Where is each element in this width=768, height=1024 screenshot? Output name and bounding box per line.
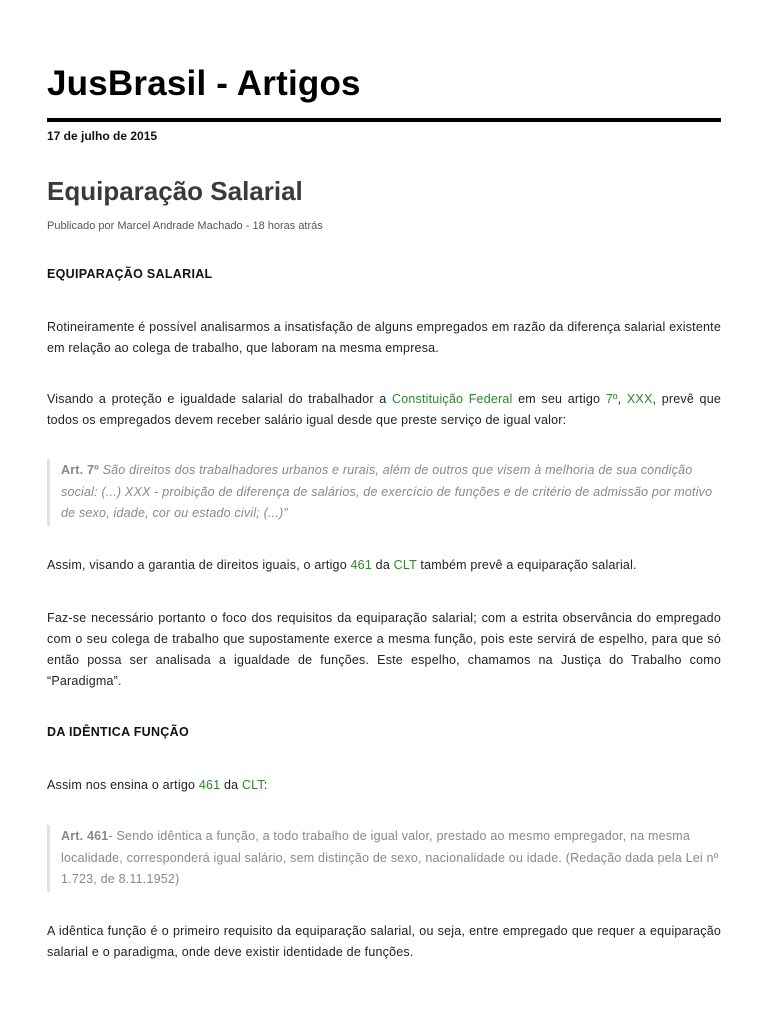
article-title: Equiparação Salarial [47,176,303,206]
paragraph-5-text: : [263,778,268,792]
quote-label: Art. 461 [61,829,109,843]
paragraph-2-text: Visando a proteção e igualdade salarial do trabalhador a [47,392,392,406]
paragraph-2-text: , prevê que todos os empregados devem receber salário igual desde que preste serviço de igual valor: [47,392,722,427]
quote-text: São direitos dos trabalhadores urbanos e rurais, além de outros que visem à melhoria de sua condição social: (...) XXX - proibição de diferença de salários, de exercício de funções e de critério de admissão por motivo de sexo, idade, cor ou estado civil; (...)” [61,463,713,520]
article-byline: Publicado por Marcel Andrade Machado - 18 horas atrás [47,220,323,232]
paragraph-5-text: Assim nos ensina o artigo [47,778,199,792]
link-artigo-461[interactable]: 461 [350,558,372,572]
publish-date: 17 de julho de 2015 [47,129,158,143]
paragraph-3-text: também prevê a equiparação salarial. [416,558,637,572]
paragraph-2 [47,389,721,431]
paragraph-3 [47,555,721,576]
quote-art-7 [47,459,721,526]
paragraph-5-text: da [220,778,242,792]
quote-label: Art. 7º [61,463,99,477]
paragraph-4: Faz-se necessário portanto o foco dos requisitos da equiparação salarial; com a estrita observância do empregado com o seu colega de trabalho que supostamente exerce a mesma função, pois este servirá de espelho, para que só então possa ser analisada a igualdade de funções. Este espelho, chamamos na Justiça do Trabalho como “Paradigma”. [47,611,721,688]
paragraph-6: A idêntica função é o primeiro requisito da equiparação salarial, ou seja, entre empregado que requer a equiparação salarial e o paradigma, onde deve existir identidade de funções. [47,924,721,959]
paragraph-1: Rotineiramente é possível analisarmos a insatisfação de alguns empregados em razão da diferença salarial existente em relação ao colega de trabalho, que laboram na mesma empresa. [47,320,721,355]
header-divider [47,118,721,122]
link-constituicao-federal[interactable]: Constituição Federal [391,392,513,406]
section-heading-identica-funcao: DA IDÊNTICA FUNÇÃO [47,725,189,739]
link-clt[interactable]: CLT [393,558,417,572]
link-artigo-7[interactable]: 7º [605,392,618,406]
quote-text: - Sendo idêntica a função, a todo trabalho de igual valor, prestado ao mesmo empregador, na mesma localidade, corresponderá igual salário, sem distinção de sexo, nacionalidade ou idade. (Redação dada pela Lei nº 1.723, de 8.11.1952) [61,829,719,886]
paragraph-5 [47,775,721,796]
paragraph-2-text: em seu artigo [512,392,606,406]
link-inciso-xxx[interactable]: XXX [626,392,653,406]
paragraph-2-text: , [617,392,627,406]
quote-art-461 [47,825,721,892]
link-clt[interactable]: CLT [241,778,264,792]
link-artigo-461[interactable]: 461 [198,778,221,792]
site-title[interactable]: JusBrasil - Artigos [47,64,361,103]
paragraph-3-text: Assim, visando a garantia de direitos iguais, o artigo [47,558,351,572]
paragraph-3-text: da [372,558,394,572]
section-heading-equiparacao: EQUIPARAÇÃO SALARIAL [47,267,213,281]
